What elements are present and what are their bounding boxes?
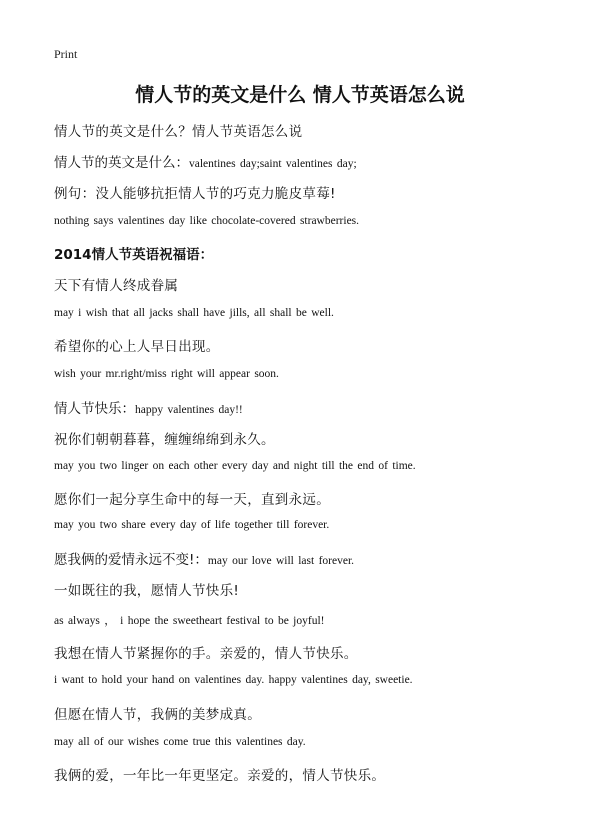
page-title: 情人节的英文是什么 情人节英语怎么说	[135, 84, 465, 106]
text-line: nothing says valentines day like chocolate-covered strawberries.	[54, 215, 360, 227]
text-line: 例句：没人能够抗拒情人节的巧克力脆皮草莓!	[54, 186, 336, 202]
text-line: 我俩的爱，一年比一年更坚定。亲爱的，情人节快乐。	[54, 768, 386, 784]
text-line	[54, 397, 243, 417]
text-line-en: valentines day;saint valentines day;	[189, 158, 357, 170]
text-line-zh: 愿我俩的爱情永远不变!：	[54, 552, 208, 568]
text-line: may all of our wishes come true this valentines day.	[54, 736, 306, 748]
text-line: 祝你们朝朝暮暮，缠缠绵绵到永久。	[54, 432, 275, 448]
text-line: i want to hold your hand on valentines day. happy valentines day, sweetie.	[54, 674, 413, 686]
text-line: 我想在情人节紧握你的手。亲爱的，情人节快乐。	[54, 646, 358, 662]
text-line: 愿你们一起分享生命中的每一天，直到永远。	[54, 492, 330, 508]
text-line: may you two linger on each other every day and night till the end of time.	[54, 460, 416, 472]
text-line: 但愿在情人节，我俩的美梦成真。	[54, 707, 261, 723]
text-line: 希望你的心上人早日出现。	[54, 339, 220, 355]
text-line: 天下有情人终成眷属	[54, 278, 179, 294]
text-line	[54, 151, 357, 171]
text-line: wish your mr.right/miss right will appear soon.	[54, 368, 279, 380]
text-line: may you two share every day of life together till forever.	[54, 519, 330, 531]
text-line-en: may our love will last forever.	[207, 555, 355, 567]
text-line: 一如既往的我，愿情人节快乐!	[54, 583, 240, 599]
text-line: as always ， i hope the sweetheart festival to be joyful!	[54, 615, 325, 627]
text-line: may i wish that all jacks shall have jills, all shall be well.	[54, 307, 334, 319]
text-line-zh: 情人节快乐：	[54, 401, 135, 417]
text-line: 情人节的英文是什么？情人节英语怎么说	[54, 124, 303, 140]
print-link[interactable]: Print	[54, 47, 78, 61]
text-line-zh: 情人节的英文是什么：	[54, 155, 189, 171]
section-heading: 2014情人节英语祝福语：	[54, 247, 214, 263]
text-line	[54, 548, 354, 568]
text-line-en: happy valentines day!!	[135, 404, 243, 416]
